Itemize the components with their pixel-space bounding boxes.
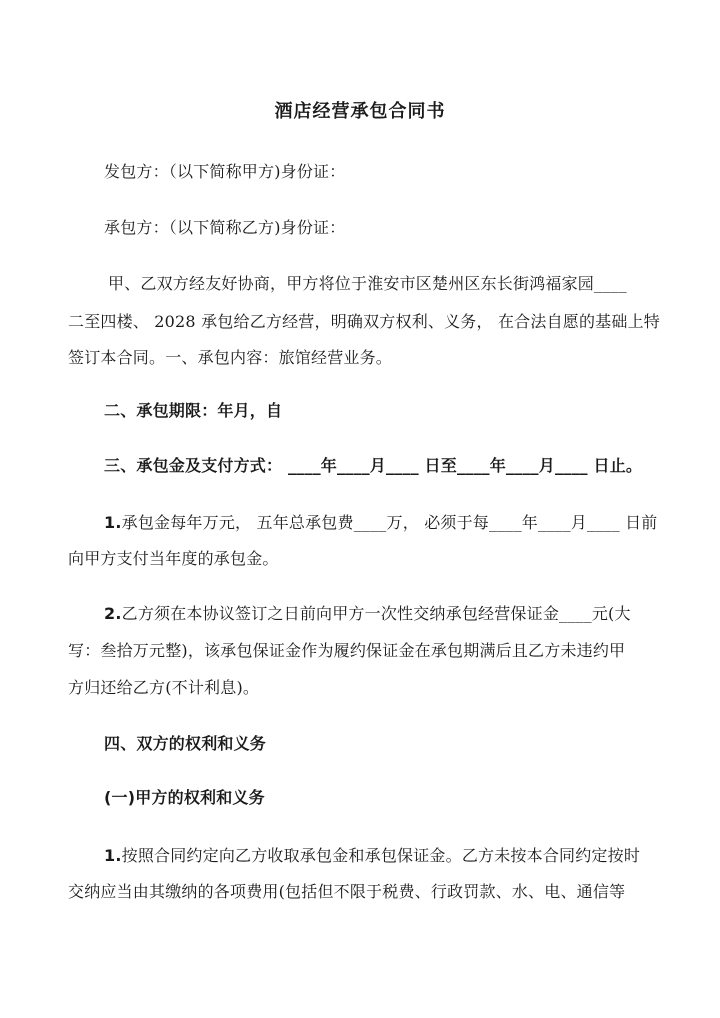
- clause-3-first-line: [104, 846, 640, 866]
- clause-3-text: 按照合同约定向乙方收取承包金和承包保证金。乙方未按本合同约定按时: [121, 846, 641, 865]
- clause-2-text: 乙方须在本协议签订之日前向甲方一次性交纳承包经营保证金____元(大: [121, 604, 631, 623]
- clause-1-second-line: 向甲方支付当年度的承包金。: [68, 549, 279, 568]
- section-term-heading: 二、承包期限：年月，自: [104, 401, 283, 420]
- clause-2-number: 2.: [104, 604, 122, 623]
- clause-1-first-line: [104, 513, 657, 533]
- section-payment-heading: 三、承包金及支付方式： ____年____月____ 日至____年____月____ 日止。: [104, 456, 643, 475]
- clause-1-number: 1.: [104, 513, 122, 532]
- subsection-party-a-heading: (一)甲方的权利和义务: [104, 788, 265, 807]
- clause-2-second-line: 写：叁拾万元整)，该承包保证金作为履约保证金在承包期满后且乙方未违约甲: [68, 641, 626, 660]
- clause-1-text: 承包金每年万元， 五年总承包费____万， 必须于每____年____月____ 日前: [121, 513, 658, 532]
- clause-3-number: 1.: [104, 846, 122, 865]
- intro-line-3: 签订本合同。一、承包内容：旅馆经营业务。: [68, 348, 393, 367]
- document-title: 酒店经营承包合同书: [274, 101, 446, 122]
- intro-line-2: 二至四楼、 2028 承包给乙方经营，明确双方权利、义务， 在合法自愿的基础上特: [68, 312, 660, 331]
- clause-2-third-line: 方归还给乙方(不计利息)。: [68, 678, 260, 697]
- clause-2-first-line: [104, 604, 631, 624]
- party-b-line: 承包方：（以下简称乙方)身份证：: [104, 218, 346, 237]
- party-a-line: 发包方：（以下简称甲方)身份证：: [104, 162, 346, 181]
- section-rights-heading: 四、双方的权利和义务: [104, 734, 267, 753]
- clause-3-second-line: 交纳应当由其缴纳的各项费用(包括但不限于税费、行政罚款、水、电、通信等: [68, 882, 626, 901]
- intro-line-1: 甲、乙双方经友好协商，甲方将位于淮安市区楚州区东长街鸿福家园____: [108, 274, 627, 293]
